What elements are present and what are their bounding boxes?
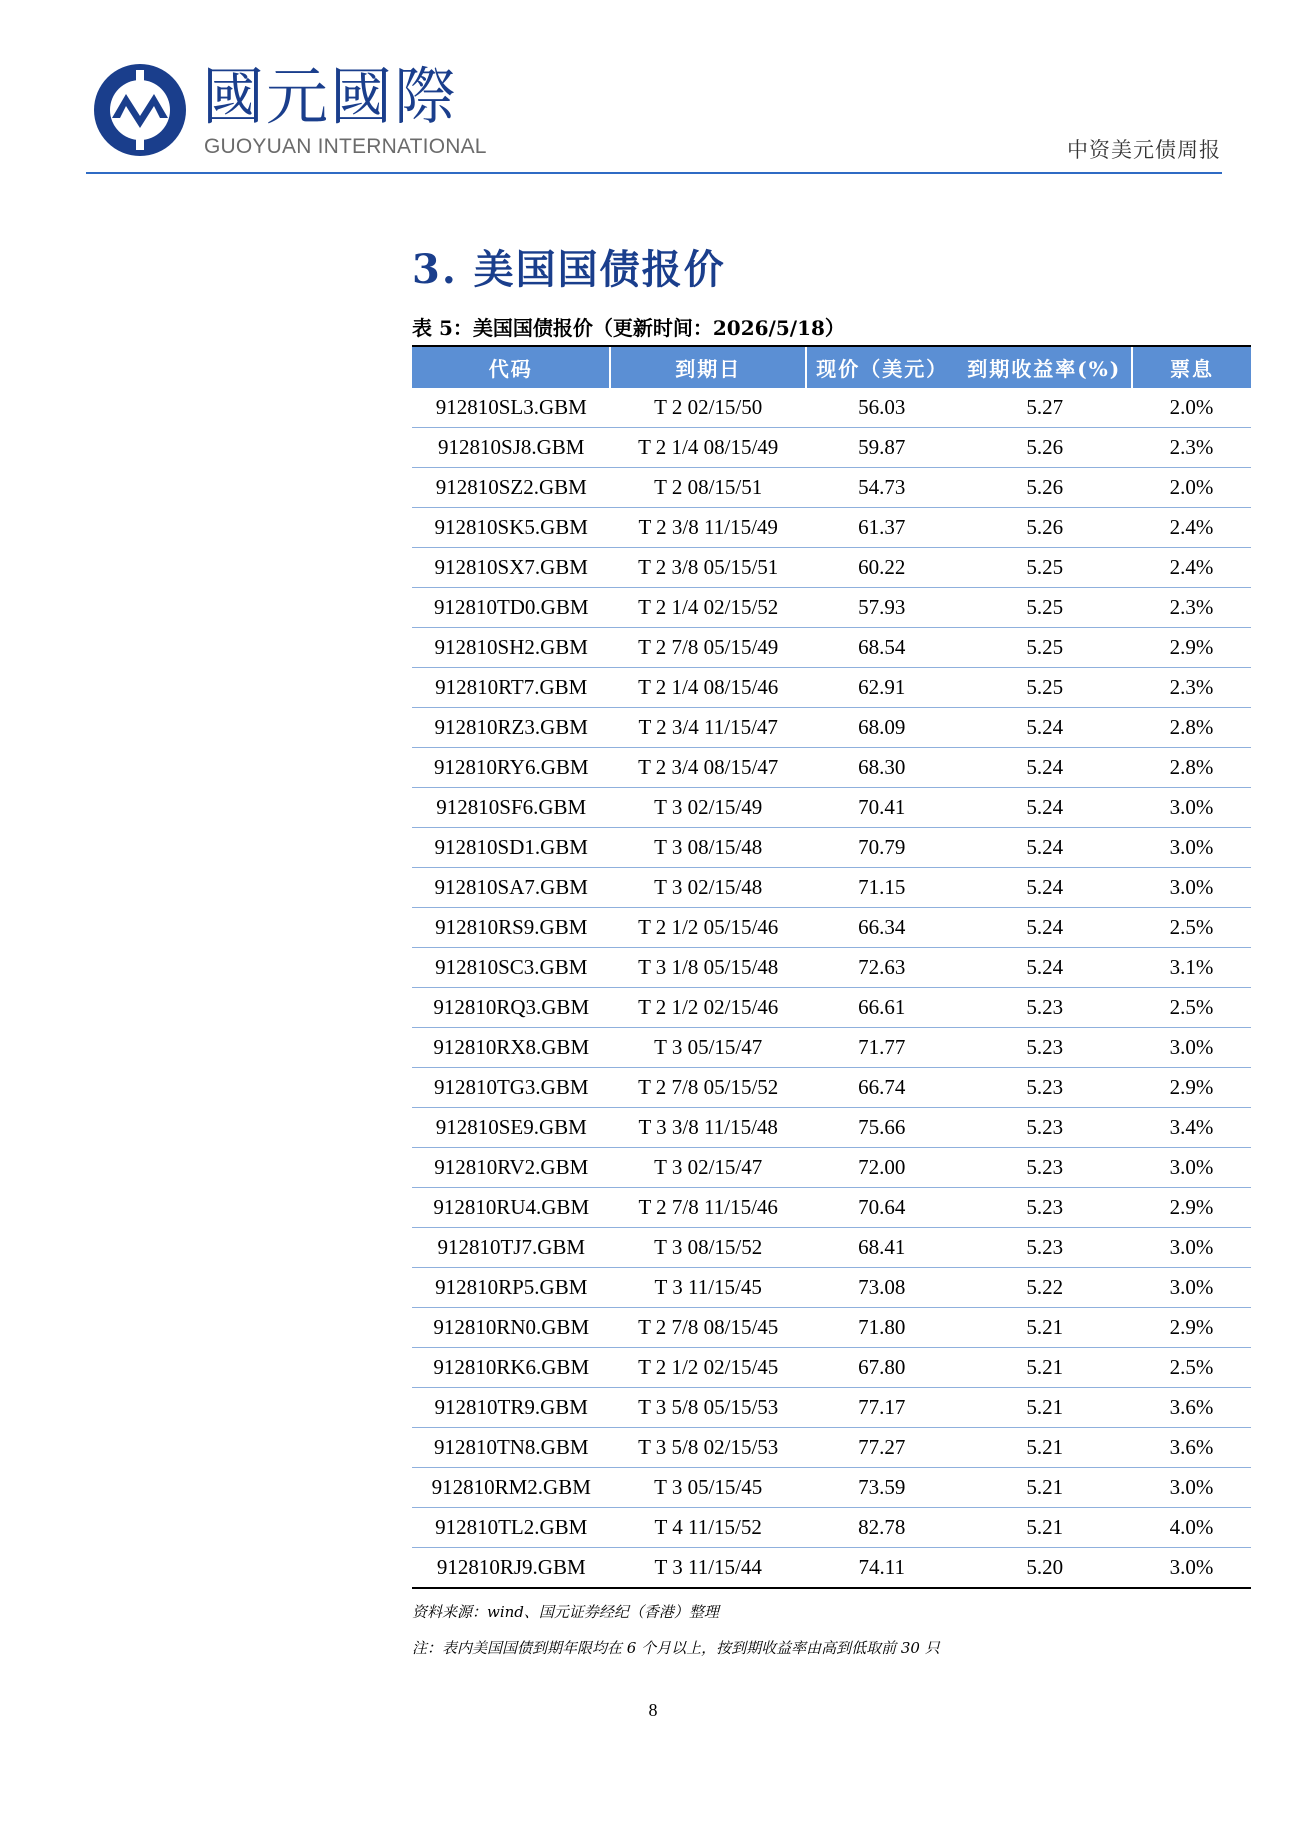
price-cell: 71.80	[806, 1308, 958, 1348]
table-row	[412, 748, 1251, 788]
bond-code-cell: 912810RZ3.GBM	[412, 708, 610, 748]
yield-cell: 5.23	[958, 1148, 1132, 1188]
price-cell: 66.61	[806, 988, 958, 1028]
coupon-cell: 3.0%	[1132, 868, 1251, 908]
maturity-cell: T 2 1/2 05/15/46	[610, 908, 805, 948]
yield-cell: 5.23	[958, 988, 1132, 1028]
price-cell: 68.41	[806, 1228, 958, 1268]
table-row	[412, 1188, 1251, 1228]
table-row	[412, 1148, 1251, 1188]
yield-cell: 5.21	[958, 1428, 1132, 1468]
yield-cell: 5.20	[958, 1548, 1132, 1589]
price-cell: 67.80	[806, 1348, 958, 1388]
bond-code-cell: 912810RP5.GBM	[412, 1268, 610, 1308]
table-row	[412, 1548, 1251, 1589]
coupon-cell: 2.3%	[1132, 668, 1251, 708]
yield-cell: 5.24	[958, 868, 1132, 908]
price-cell: 68.54	[806, 628, 958, 668]
source-note: 资料来源：wind、国元证券经纪（香港）整理	[412, 1603, 719, 1621]
bond-code-cell: 912810SK5.GBM	[412, 508, 610, 548]
yield-cell: 5.24	[958, 788, 1132, 828]
bond-code-cell: 912810TL2.GBM	[412, 1508, 610, 1548]
price-cell: 61.37	[806, 508, 958, 548]
yield-cell: 5.21	[958, 1508, 1132, 1548]
bond-code-cell: 912810SX7.GBM	[412, 548, 610, 588]
bond-code-cell: 912810SZ2.GBM	[412, 468, 610, 508]
column-header-maturity: 到期日	[610, 347, 805, 388]
maturity-cell: T 2 7/8 08/15/45	[610, 1308, 805, 1348]
bond-code-cell: 912810RM2.GBM	[412, 1468, 610, 1508]
maturity-cell: T 3 05/15/47	[610, 1028, 805, 1068]
coupon-cell: 3.0%	[1132, 788, 1251, 828]
bond-code-cell: 912810RJ9.GBM	[412, 1548, 610, 1589]
maturity-cell: T 2 3/8 11/15/49	[610, 508, 805, 548]
bond-code-cell: 912810SJ8.GBM	[412, 428, 610, 468]
coupon-cell: 3.4%	[1132, 1108, 1251, 1148]
price-cell: 66.74	[806, 1068, 958, 1108]
section-title: 3. 美国国债报价	[412, 246, 726, 293]
maturity-cell: T 3 5/8 05/15/53	[610, 1388, 805, 1428]
price-cell: 68.30	[806, 748, 958, 788]
coupon-cell: 2.8%	[1132, 748, 1251, 788]
coupon-cell: 2.8%	[1132, 708, 1251, 748]
bond-code-cell: 912810RV2.GBM	[412, 1148, 610, 1188]
table-row	[412, 988, 1251, 1028]
maturity-cell: T 2 7/8 05/15/49	[610, 628, 805, 668]
table-header-row	[412, 347, 1251, 388]
yield-cell: 5.25	[958, 668, 1132, 708]
maturity-cell: T 2 08/15/51	[610, 468, 805, 508]
coupon-cell: 3.1%	[1132, 948, 1251, 988]
table-row	[412, 428, 1251, 468]
bond-code-cell: 912810RS9.GBM	[412, 908, 610, 948]
maturity-cell: T 2 7/8 11/15/46	[610, 1188, 805, 1228]
table-body	[412, 388, 1251, 1588]
header-divider	[86, 172, 1222, 174]
yield-cell: 5.24	[958, 828, 1132, 868]
price-cell: 74.11	[806, 1548, 958, 1589]
maturity-cell: T 3 02/15/49	[610, 788, 805, 828]
yield-cell: 5.24	[958, 948, 1132, 988]
yield-cell: 5.23	[958, 1188, 1132, 1228]
maturity-cell: T 3 3/8 11/15/48	[610, 1108, 805, 1148]
bond-code-cell: 912810SE9.GBM	[412, 1108, 610, 1148]
table-row	[412, 548, 1251, 588]
yield-cell: 5.25	[958, 628, 1132, 668]
yield-cell: 5.26	[958, 508, 1132, 548]
bond-code-cell: 912810TG3.GBM	[412, 1068, 610, 1108]
table-row	[412, 1028, 1251, 1068]
coupon-cell: 3.0%	[1132, 1028, 1251, 1068]
maturity-cell: T 3 05/15/45	[610, 1468, 805, 1508]
yield-cell: 5.23	[958, 1028, 1132, 1068]
bond-code-cell: 912810RN0.GBM	[412, 1308, 610, 1348]
price-cell: 54.73	[806, 468, 958, 508]
maturity-cell: T 2 1/2 02/15/46	[610, 988, 805, 1028]
coupon-cell: 2.3%	[1132, 428, 1251, 468]
price-cell: 70.64	[806, 1188, 958, 1228]
maturity-cell: T 3 02/15/48	[610, 868, 805, 908]
table-row	[412, 908, 1251, 948]
maturity-cell: T 2 1/2 02/15/45	[610, 1348, 805, 1388]
yield-cell: 5.22	[958, 1268, 1132, 1308]
table-caption: 表 5：美国国债报价（更新时间：2026/5/18）	[412, 316, 845, 340]
yield-cell: 5.25	[958, 548, 1132, 588]
table-row	[412, 588, 1251, 628]
table-row	[412, 1268, 1251, 1308]
price-cell: 60.22	[806, 548, 958, 588]
maturity-cell: T 3 5/8 02/15/53	[610, 1428, 805, 1468]
yield-cell: 5.21	[958, 1388, 1132, 1428]
company-logo	[90, 56, 490, 166]
yield-cell: 5.27	[958, 388, 1132, 428]
treasury-quote-table	[412, 347, 1251, 1589]
coupon-cell: 4.0%	[1132, 1508, 1251, 1548]
yield-cell: 5.24	[958, 708, 1132, 748]
bond-code-cell: 912810RU4.GBM	[412, 1188, 610, 1228]
yield-cell: 5.21	[958, 1348, 1132, 1388]
yield-cell: 5.26	[958, 428, 1132, 468]
coupon-cell: 2.4%	[1132, 548, 1251, 588]
column-header-price: 现价（美元）	[806, 347, 958, 388]
coupon-cell: 3.0%	[1132, 1468, 1251, 1508]
yield-cell: 5.25	[958, 588, 1132, 628]
maturity-cell: T 4 11/15/52	[610, 1508, 805, 1548]
table-row	[412, 1108, 1251, 1148]
coupon-cell: 3.6%	[1132, 1428, 1251, 1468]
price-cell: 82.78	[806, 1508, 958, 1548]
guoyuan-logo-icon	[90, 60, 190, 160]
coupon-cell: 3.0%	[1132, 1148, 1251, 1188]
maturity-cell: T 2 02/15/50	[610, 388, 805, 428]
maturity-cell: T 3 08/15/52	[610, 1228, 805, 1268]
price-cell: 59.87	[806, 428, 958, 468]
yield-cell: 5.21	[958, 1468, 1132, 1508]
maturity-cell: T 2 1/4 08/15/46	[610, 668, 805, 708]
coupon-cell: 3.0%	[1132, 1548, 1251, 1589]
coupon-cell: 2.9%	[1132, 1068, 1251, 1108]
bond-code-cell: 912810RK6.GBM	[412, 1348, 610, 1388]
coupon-cell: 2.9%	[1132, 1188, 1251, 1228]
table-row	[412, 788, 1251, 828]
table-row	[412, 868, 1251, 908]
table-row	[412, 468, 1251, 508]
logo-chinese-text: 國元國際	[202, 60, 459, 133]
price-cell: 75.66	[806, 1108, 958, 1148]
coupon-cell: 3.0%	[1132, 1268, 1251, 1308]
bond-code-cell: 912810TR9.GBM	[412, 1388, 610, 1428]
price-cell: 57.93	[806, 588, 958, 628]
coupon-cell: 2.3%	[1132, 588, 1251, 628]
page-number: 8	[648, 1700, 658, 1720]
table-row	[412, 1068, 1251, 1108]
maturity-cell: T 2 7/8 05/15/52	[610, 1068, 805, 1108]
price-cell: 70.79	[806, 828, 958, 868]
price-cell: 56.03	[806, 388, 958, 428]
maturity-cell: T 3 02/15/47	[610, 1148, 805, 1188]
price-cell: 66.34	[806, 908, 958, 948]
table-row	[412, 1228, 1251, 1268]
column-header-yield: 到期收益率(%)	[958, 347, 1132, 388]
table-row	[412, 1508, 1251, 1548]
table-row	[412, 668, 1251, 708]
coupon-cell: 2.9%	[1132, 628, 1251, 668]
table-row	[412, 628, 1251, 668]
logo-english-text: GUOYUAN INTERNATIONAL	[204, 135, 487, 158]
price-cell: 73.59	[806, 1468, 958, 1508]
coupon-cell: 2.0%	[1132, 388, 1251, 428]
table-row	[412, 828, 1251, 868]
table-row	[412, 1348, 1251, 1388]
coupon-cell: 3.0%	[1132, 828, 1251, 868]
maturity-cell: T 2 1/4 08/15/49	[610, 428, 805, 468]
table-row	[412, 708, 1251, 748]
table-row	[412, 1428, 1251, 1468]
coupon-cell: 3.0%	[1132, 1228, 1251, 1268]
bond-code-cell: 912810SF6.GBM	[412, 788, 610, 828]
table-row	[412, 1468, 1251, 1508]
coupon-cell: 2.5%	[1132, 988, 1251, 1028]
maturity-cell: T 3 11/15/45	[610, 1268, 805, 1308]
bond-code-cell: 912810SH2.GBM	[412, 628, 610, 668]
coupon-cell: 2.5%	[1132, 1348, 1251, 1388]
coupon-cell: 2.4%	[1132, 508, 1251, 548]
yield-cell: 5.21	[958, 1308, 1132, 1348]
yield-cell: 5.23	[958, 1228, 1132, 1268]
table-row	[412, 948, 1251, 988]
table-row	[412, 1308, 1251, 1348]
bond-code-cell: 912810RQ3.GBM	[412, 988, 610, 1028]
price-cell: 71.15	[806, 868, 958, 908]
price-cell: 71.77	[806, 1028, 958, 1068]
coupon-cell: 2.0%	[1132, 468, 1251, 508]
bond-code-cell: 912810TD0.GBM	[412, 588, 610, 628]
maturity-cell: T 3 08/15/48	[610, 828, 805, 868]
yield-cell: 5.24	[958, 908, 1132, 948]
bond-code-cell: 912810SC3.GBM	[412, 948, 610, 988]
remark-note: 注：表内美国国债到期年限均在 6 个月以上，按到期收益率由高到低取前 30 只	[412, 1639, 940, 1657]
maturity-cell: T 2 1/4 02/15/52	[610, 588, 805, 628]
bond-code-cell: 912810TJ7.GBM	[412, 1228, 610, 1268]
bond-code-cell: 912810RY6.GBM	[412, 748, 610, 788]
yield-cell: 5.23	[958, 1108, 1132, 1148]
maturity-cell: T 2 3/4 08/15/47	[610, 748, 805, 788]
maturity-cell: T 3 1/8 05/15/48	[610, 948, 805, 988]
bond-code-cell: 912810RT7.GBM	[412, 668, 610, 708]
table-row	[412, 1388, 1251, 1428]
maturity-cell: T 2 3/4 11/15/47	[610, 708, 805, 748]
price-cell: 68.09	[806, 708, 958, 748]
price-cell: 72.00	[806, 1148, 958, 1188]
column-header-code: 代码	[412, 347, 610, 388]
maturity-cell: T 2 3/8 05/15/51	[610, 548, 805, 588]
coupon-cell: 2.9%	[1132, 1308, 1251, 1348]
maturity-cell: T 3 11/15/44	[610, 1548, 805, 1589]
report-name: 中资美元债周报	[1067, 138, 1221, 162]
bond-code-cell: 912810SD1.GBM	[412, 828, 610, 868]
yield-cell: 5.23	[958, 1068, 1132, 1108]
bond-code-cell: 912810TN8.GBM	[412, 1428, 610, 1468]
price-cell: 77.27	[806, 1428, 958, 1468]
coupon-cell: 3.6%	[1132, 1388, 1251, 1428]
bond-code-cell: 912810SL3.GBM	[412, 388, 610, 428]
price-cell: 77.17	[806, 1388, 958, 1428]
price-cell: 70.41	[806, 788, 958, 828]
price-cell: 73.08	[806, 1268, 958, 1308]
bond-code-cell: 912810RX8.GBM	[412, 1028, 610, 1068]
bond-code-cell: 912810SA7.GBM	[412, 868, 610, 908]
yield-cell: 5.26	[958, 468, 1132, 508]
coupon-cell: 2.5%	[1132, 908, 1251, 948]
price-cell: 72.63	[806, 948, 958, 988]
table-row	[412, 508, 1251, 548]
table-row	[412, 388, 1251, 428]
yield-cell: 5.24	[958, 748, 1132, 788]
column-header-coupon: 票息	[1132, 347, 1251, 388]
price-cell: 62.91	[806, 668, 958, 708]
